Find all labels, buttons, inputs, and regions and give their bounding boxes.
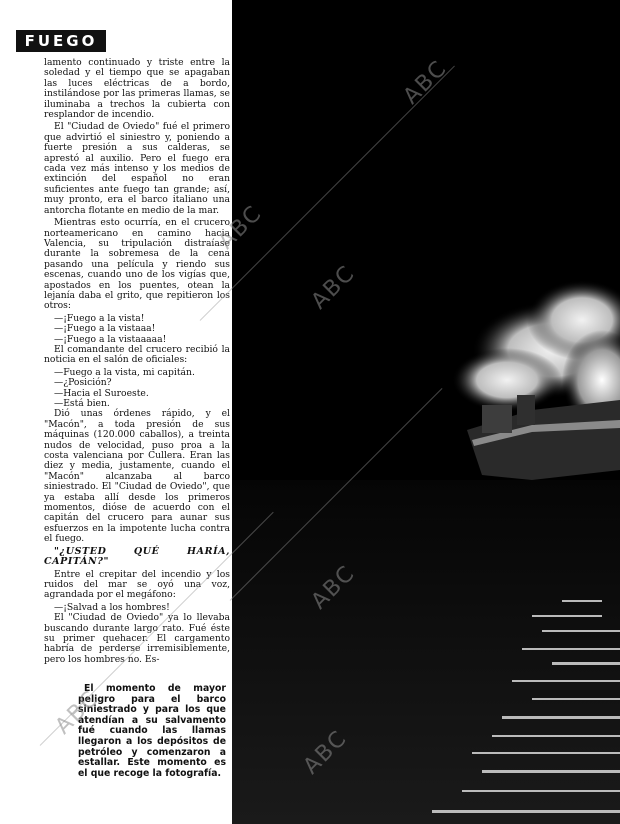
article-subheading: "¿USTED QUÉ HARÍA, CAPITÁN?" — [44, 545, 230, 568]
watermark-text: ABC — [298, 725, 353, 780]
dialog-line: —¡Fuego a la vistaaa! — [54, 323, 156, 335]
article-paragraph: Dió unas órdenes rápido, y el "Macón", a toda presión de sus máquinas (120.000 caballos), a treinta nudos de velocidad, puso proa a la costa valenciana por Cullera. Eran las diez y media, justamente, cuando el "Macón" alcanzaba al barco siniestrado. El "Ciudad de Oviedo", que ya estaba allí desde los primeros momentos, dióse de acuerdo con el capitán del crucero para aunar sus esfuerzos en la impotente lucha contra el fuego. — [44, 408, 230, 545]
ship-fire-photo — [232, 0, 620, 824]
photo-illustration — [232, 0, 620, 824]
watermark-text: ABC — [306, 260, 361, 315]
ship-bridge — [482, 405, 512, 433]
dialog-line: —¡Fuego a la vistaaaaa! — [54, 333, 167, 345]
dialog-line: —Hacia el Suroeste. — [54, 387, 149, 399]
section-label: FUEGO — [16, 30, 106, 52]
article-paragraph: Entre el crepitar del incendio y los ruidos del mar se oyó una voz, agrandada por el megáfono: — [44, 568, 230, 601]
smoke-cloud — [452, 348, 562, 412]
dialog-line: —¡Salvad a los hombres! — [54, 601, 170, 613]
article-paragraph: El "Ciudad de Oviedo" ya lo llevaba buscando durante largo rato. Fué éste su primer quehacer. El cargamento habría de perderse irremisiblemente, pero los hombres no. Es- — [44, 612, 230, 665]
watermark-text: ABC — [398, 55, 453, 110]
watermark-text: ABC — [306, 560, 361, 615]
watermark-text: ABC — [213, 200, 268, 255]
dialog-line: —Fuego a la vista, mi capitán. — [54, 366, 195, 378]
dialog-line: —¿Posición? — [54, 377, 112, 389]
article-paragraph: lamento continuado y triste entre la soledad y el tiempo que se apagaban las luces eléctricas de a bordo, instilándose por las primeras llamas, se iluminaba a trechos la cubierta con resplandor de incendio. — [44, 57, 230, 121]
photo-caption — [78, 684, 226, 779]
article-paragraph: El comandante del crucero recibió la noticia en el salón de oficiales: — [44, 343, 230, 366]
dialog-line: —Está bien. — [54, 398, 110, 409]
ship-funnel — [517, 395, 535, 425]
article-paragraph: El "Ciudad de Oviedo" fué el primero que advirtió el siniestro y, poniendo a fuerte presión a sus calderas, se aprestó al auxilio. Pero el fuego era cada vez más intenso y los medios de extinción del español no eran suficientes ante fuego tan grande; así, muy pronto, era el barco italiano una antorcha flotante en medio de la mar. — [44, 121, 230, 216]
caption-text: El momento de mayor peligro para el barco siniestrado y para los que atendían a su salvamento fué cuando las llamas llegaron a los depósitos de petróleo y comenzaron a estallar. Este momento es el que recoge la fotografía. — [78, 683, 226, 779]
dialog-line: —¡Fuego a la vista! — [54, 312, 145, 324]
article-paragraph: Mientras esto ocurría, en el crucero norteamericano en camino hacia Valencia, su tripulación distraíase durante la sobremesa de la cena pasando una película y riendo sus escenas, cuando uno de los vigías que, apostados en los puentes, otean la lejanía daba el grito, que repitieron los otros: — [44, 217, 230, 312]
article-column — [44, 58, 230, 667]
watermark-text: ABC — [50, 685, 105, 740]
